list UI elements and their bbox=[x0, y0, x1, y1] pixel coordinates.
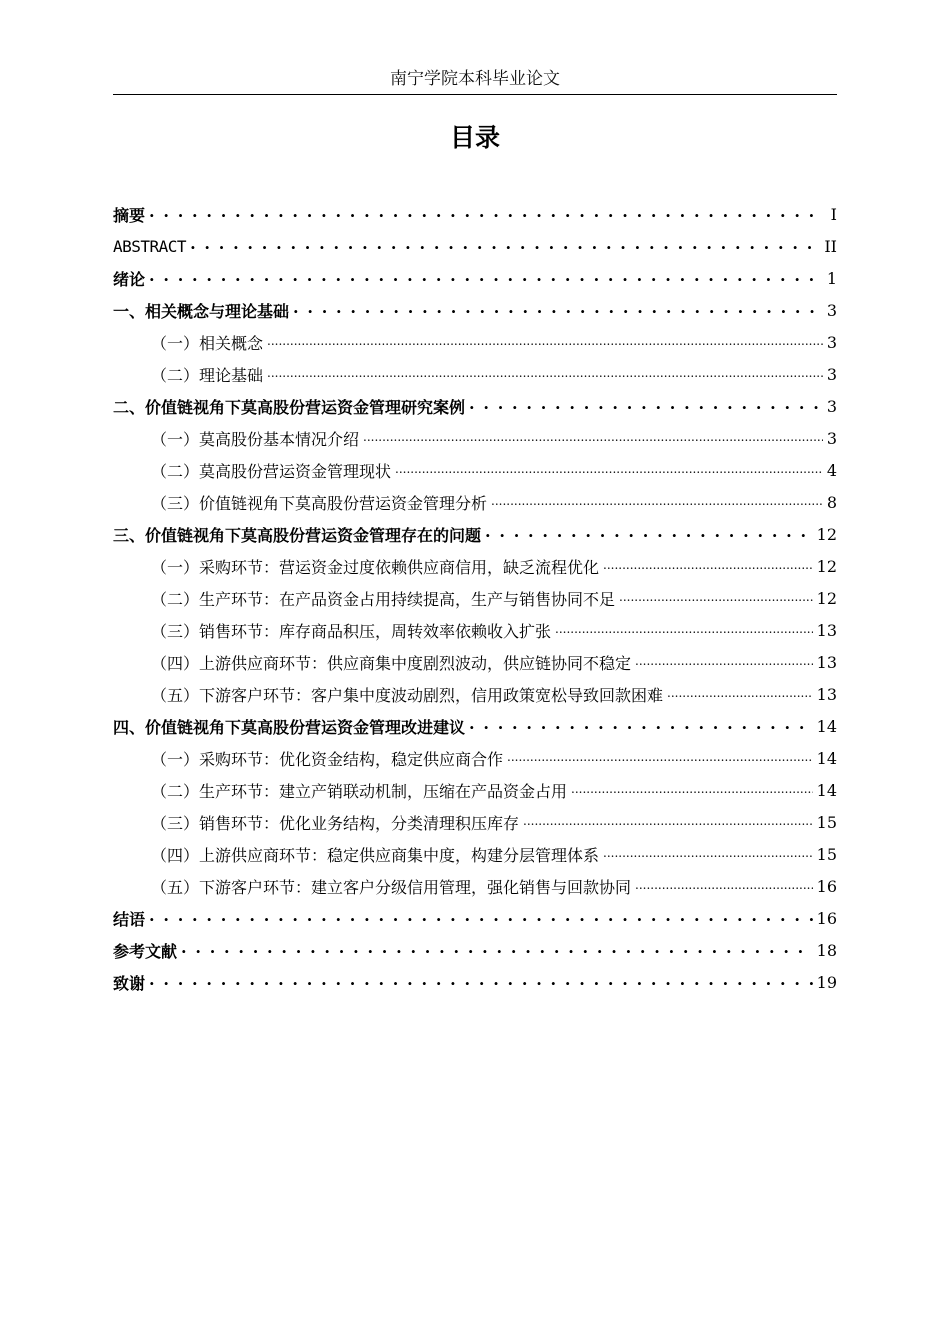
toc-dot-leader bbox=[603, 844, 813, 864]
toc-entry-page: 14 bbox=[816, 780, 837, 800]
table-of-contents bbox=[113, 198, 837, 998]
toc-entry-page: 13 bbox=[816, 620, 837, 640]
toc-dot-leader bbox=[523, 812, 813, 832]
toc-entry[interactable] bbox=[113, 870, 837, 902]
toc-entry-page: 12 bbox=[816, 556, 837, 576]
toc-entry[interactable] bbox=[113, 774, 837, 806]
running-header: 南宁学院本科毕业论文 bbox=[390, 69, 560, 89]
toc-dot-leader bbox=[149, 268, 823, 288]
toc-entry-page: 16 bbox=[816, 876, 837, 896]
toc-dot-leader bbox=[555, 620, 813, 640]
toc-entry[interactable] bbox=[113, 934, 837, 966]
toc-dot-leader bbox=[485, 524, 813, 544]
toc-entry[interactable] bbox=[113, 678, 837, 710]
toc-dot-leader bbox=[491, 492, 823, 512]
toc-entry[interactable] bbox=[113, 614, 837, 646]
toc-entry-label: （一）莫高股份基本情况介绍 bbox=[151, 429, 360, 449]
toc-dot-leader bbox=[181, 940, 813, 960]
toc-entry-page: 12 bbox=[816, 524, 837, 544]
toc-entry-page: II bbox=[824, 236, 837, 256]
toc-entry-page: 3 bbox=[826, 396, 837, 416]
toc-entry-page: 19 bbox=[816, 972, 837, 992]
toc-dot-leader bbox=[619, 588, 813, 608]
toc-entry[interactable] bbox=[113, 646, 837, 678]
toc-entry[interactable] bbox=[113, 230, 837, 262]
toc-dot-leader bbox=[363, 428, 823, 448]
toc-dot-leader bbox=[149, 908, 813, 928]
toc-entry-label: （三）价值链视角下莫高股份营运资金管理分析 bbox=[151, 493, 488, 513]
toc-entry-page: 15 bbox=[816, 812, 837, 832]
toc-entry[interactable] bbox=[113, 710, 837, 742]
toc-entry-label: （一）采购环节：营运资金过度依赖供应商信用，缺乏流程优化 bbox=[151, 557, 600, 577]
toc-dot-leader bbox=[293, 300, 823, 320]
toc-entry[interactable] bbox=[113, 518, 837, 550]
toc-entry-label: （二）生产环节：在产品资金占用持续提高，生产与销售协同不足 bbox=[151, 589, 616, 609]
header-rule bbox=[113, 94, 837, 95]
toc-entry-label: （四）上游供应商环节：供应商集中度剧烈波动，供应链协同不稳定 bbox=[151, 653, 632, 673]
toc-entry[interactable] bbox=[113, 358, 837, 390]
toc-entry-label: 摘要 bbox=[113, 205, 146, 225]
toc-dot-leader bbox=[603, 556, 813, 576]
toc-entry-page: 3 bbox=[826, 300, 837, 320]
toc-entry-page: 4 bbox=[826, 460, 837, 480]
toc-entry-page: 1 bbox=[826, 268, 837, 288]
toc-entry-page: 13 bbox=[816, 652, 837, 672]
toc-entry[interactable] bbox=[113, 390, 837, 422]
toc-entry-label: （三）销售环节：库存商品积压，周转效率依赖收入扩张 bbox=[151, 621, 552, 641]
toc-dot-leader bbox=[571, 780, 813, 800]
toc-entry-page: 8 bbox=[826, 492, 837, 512]
toc-dot-leader bbox=[267, 332, 823, 352]
toc-dot-leader bbox=[507, 748, 813, 768]
toc-entry-label: 二、价值链视角下莫高股份营运资金管理研究案例 bbox=[113, 397, 466, 417]
toc-entry-label: （五）下游客户环节：建立客户分级信用管理，强化销售与回款协同 bbox=[151, 877, 632, 897]
toc-entry[interactable] bbox=[113, 326, 837, 358]
toc-dot-leader bbox=[469, 396, 823, 416]
toc-entry-page: 13 bbox=[816, 684, 837, 704]
toc-entry-page: 14 bbox=[816, 716, 837, 736]
toc-entry-label: 致谢 bbox=[113, 973, 146, 993]
toc-entry[interactable] bbox=[113, 486, 837, 518]
toc-entry-label: 绪论 bbox=[113, 269, 146, 289]
toc-entry-label: 一、相关概念与理论基础 bbox=[113, 301, 290, 321]
toc-entry-label: 结语 bbox=[113, 909, 146, 929]
toc-entry-label: （五）下游客户环节：客户集中度波动剧烈，信用政策宽松导致回款困难 bbox=[151, 685, 664, 705]
toc-dot-leader bbox=[149, 972, 813, 992]
toc-entry[interactable] bbox=[113, 838, 837, 870]
toc-entry-label: （三）销售环节：优化业务结构，分类清理积压库存 bbox=[151, 813, 520, 833]
toc-entry-page: 15 bbox=[816, 844, 837, 864]
toc-entry-page: 3 bbox=[826, 332, 837, 352]
toc-entry[interactable] bbox=[113, 966, 837, 998]
toc-dot-leader bbox=[395, 460, 823, 480]
toc-entry-page: I bbox=[830, 204, 837, 224]
toc-entry-page: 14 bbox=[816, 748, 837, 768]
toc-entry[interactable] bbox=[113, 294, 837, 326]
toc-entry-label: 参考文献 bbox=[113, 941, 178, 961]
toc-entry-page: 16 bbox=[816, 908, 837, 928]
toc-entry-label: （二）生产环节：建立产销联动机制，压缩在产品资金占用 bbox=[151, 781, 568, 801]
toc-entry[interactable] bbox=[113, 422, 837, 454]
page-title: 目录 bbox=[449, 123, 500, 152]
toc-entry-label: 三、价值链视角下莫高股份营运资金管理存在的问题 bbox=[113, 525, 482, 545]
toc-entry-page: 12 bbox=[816, 588, 837, 608]
toc-dot-leader bbox=[267, 364, 823, 384]
toc-entry[interactable] bbox=[113, 902, 837, 934]
toc-entry-label: （一）采购环节：优化资金结构，稳定供应商合作 bbox=[151, 749, 504, 769]
toc-entry-page: 3 bbox=[826, 428, 837, 448]
toc-dot-leader bbox=[469, 716, 813, 736]
toc-dot-leader bbox=[190, 236, 820, 256]
toc-entry[interactable] bbox=[113, 806, 837, 838]
toc-entry-page: 3 bbox=[826, 364, 837, 384]
toc-dot-leader bbox=[149, 204, 823, 224]
toc-dot-leader bbox=[667, 684, 813, 704]
toc-entry[interactable] bbox=[113, 454, 837, 486]
toc-entry[interactable] bbox=[113, 742, 837, 774]
toc-entry-label: ABSTRACT bbox=[113, 236, 187, 256]
toc-entry[interactable] bbox=[113, 582, 837, 614]
toc-entry[interactable] bbox=[113, 550, 837, 582]
toc-entry-label: （四）上游供应商环节：稳定供应商集中度，构建分层管理体系 bbox=[151, 845, 600, 865]
toc-entry[interactable] bbox=[113, 198, 837, 230]
toc-entry-label: （二）莫高股份营运资金管理现状 bbox=[151, 461, 392, 481]
toc-entry-page: 18 bbox=[816, 940, 837, 960]
toc-dot-leader bbox=[635, 652, 813, 672]
toc-entry-label: （一）相关概念 bbox=[151, 333, 264, 353]
toc-entry-label: 四、价值链视角下莫高股份营运资金管理改进建议 bbox=[113, 717, 466, 737]
toc-dot-leader bbox=[635, 876, 813, 896]
toc-entry-label: （二）理论基础 bbox=[151, 365, 264, 385]
toc-entry[interactable] bbox=[113, 262, 837, 294]
